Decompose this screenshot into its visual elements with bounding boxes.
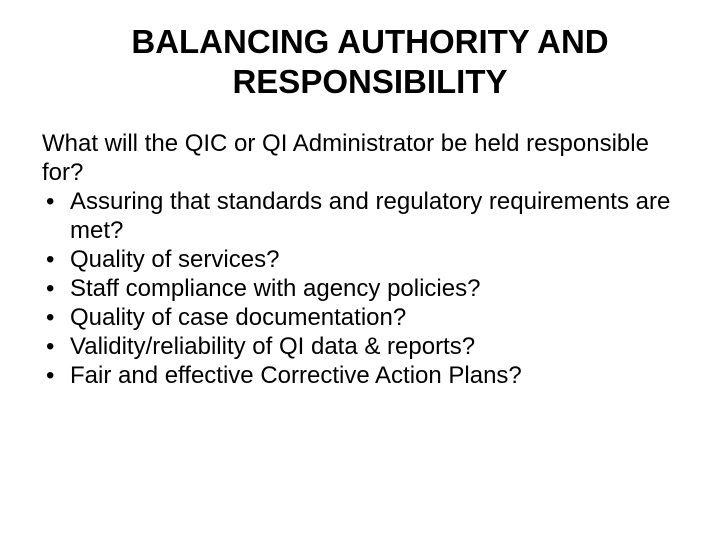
- slide-body: [42, 129, 692, 390]
- bullet-item: [42, 245, 692, 274]
- bullet-icon: •: [46, 275, 55, 302]
- bullet-text: Quality of services?: [70, 246, 280, 273]
- bullet-icon: •: [46, 362, 55, 389]
- bullet-list: [42, 187, 692, 390]
- bullet-item: [42, 187, 692, 245]
- bullet-text: Staff compliance with agency policies?: [70, 275, 481, 302]
- bullet-icon: •: [46, 246, 55, 273]
- bullet-item: [42, 274, 692, 303]
- intro-text: What will the QIC or QI Administrator be held responsible for?: [42, 130, 649, 186]
- bullet-item: [42, 303, 692, 332]
- bullet-icon: •: [46, 304, 55, 331]
- bullet-text: Validity/reliability of QI data & reports?: [70, 333, 476, 360]
- bullet-icon: •: [46, 333, 55, 360]
- bullet-text: Fair and effective Corrective Action Plans?: [70, 362, 522, 389]
- bullet-item: [42, 332, 692, 361]
- bullet-item: [42, 361, 692, 390]
- bullet-text: Quality of case documentation?: [70, 304, 407, 331]
- slide-title: BALANCING AUTHORITY AND RESPONSIBILITY: [131, 23, 609, 100]
- bullet-icon: •: [46, 188, 55, 215]
- bullet-text: Assuring that standards and regulatory requirements are met?: [70, 188, 671, 244]
